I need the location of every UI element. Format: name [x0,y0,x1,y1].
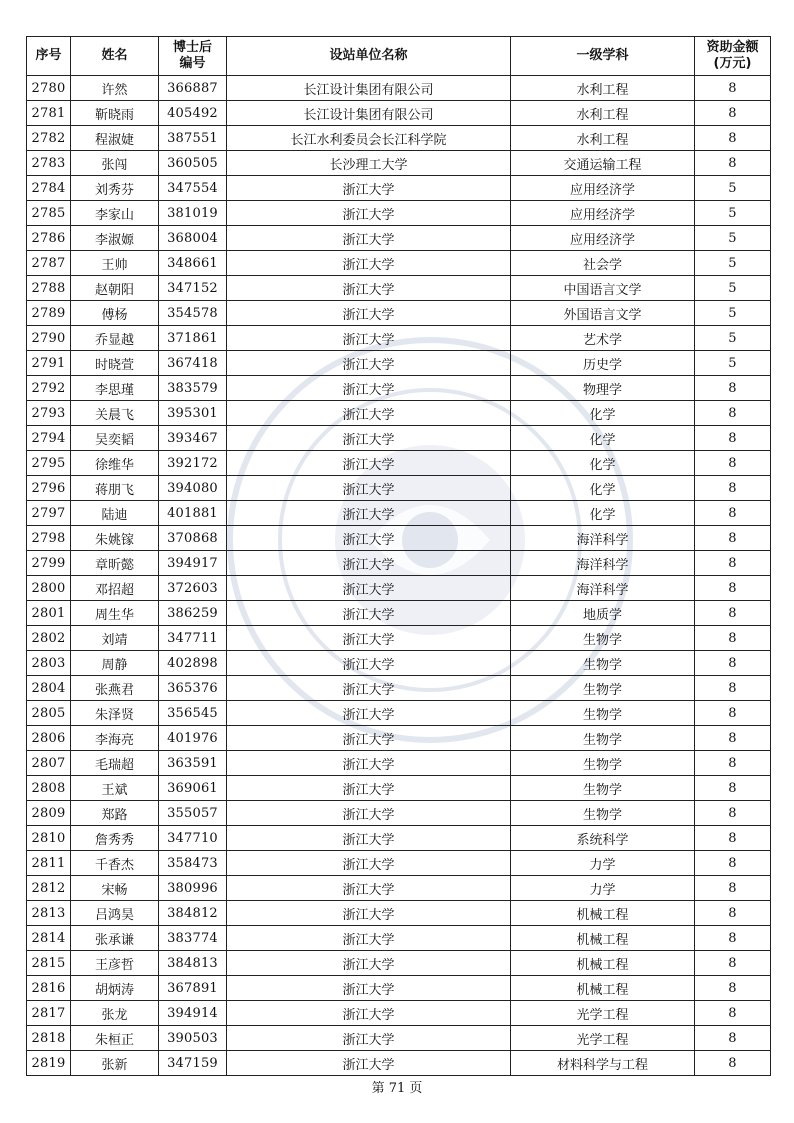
unit-cell: 浙江大学 [227,726,511,751]
table-row [27,226,771,251]
postdoc-no-cell: 365376 [159,676,227,701]
unit-cell: 浙江大学 [227,276,511,301]
postdoc-no-cell: 347159 [159,1051,227,1076]
table-row [27,1001,771,1026]
table-row [27,826,771,851]
name-cell: 周静 [71,651,159,676]
name-cell: 李海亮 [71,726,159,751]
discipline-cell: 生物学 [511,626,695,651]
table-row [27,476,771,501]
seq-cell: 2790 [27,326,71,351]
name-cell: 张闯 [71,151,159,176]
name-cell: 张新 [71,1051,159,1076]
name-cell: 郑路 [71,801,159,826]
discipline-cell: 光学工程 [511,1026,695,1051]
unit-cell: 长江设计集团有限公司 [227,76,511,101]
postdoc-no-cell: 394917 [159,551,227,576]
name-cell: 宋畅 [71,876,159,901]
amount-cell: 8 [695,926,771,951]
table-row [27,976,771,1001]
seq-cell: 2803 [27,651,71,676]
unit-cell: 浙江大学 [227,601,511,626]
seq-cell: 2800 [27,576,71,601]
discipline-cell: 机械工程 [511,901,695,926]
name-cell: 傅杨 [71,301,159,326]
amount-cell: 8 [695,101,771,126]
unit-cell: 浙江大学 [227,976,511,1001]
postdoc-no-cell: 368004 [159,226,227,251]
unit-cell: 浙江大学 [227,926,511,951]
unit-cell: 浙江大学 [227,701,511,726]
discipline-cell: 生物学 [511,801,695,826]
seq-cell: 2805 [27,701,71,726]
name-cell: 程淑婕 [71,126,159,151]
postdoc-no-cell: 347710 [159,826,227,851]
unit-cell: 浙江大学 [227,251,511,276]
discipline-cell: 化学 [511,476,695,501]
discipline-cell: 生物学 [511,751,695,776]
name-cell: 詹秀秀 [71,826,159,851]
amount-cell: 8 [695,76,771,101]
discipline-cell: 水利工程 [511,101,695,126]
discipline-cell: 机械工程 [511,976,695,1001]
amount-cell: 8 [695,576,771,601]
funding-roster-table [26,36,771,1076]
table-row [27,701,771,726]
amount-cell: 5 [695,226,771,251]
postdoc-no-cell: 383774 [159,926,227,951]
postdoc-no-cell: 355057 [159,801,227,826]
postdoc-no-cell: 395301 [159,401,227,426]
unit-cell: 浙江大学 [227,1026,511,1051]
name-cell: 朱泽贤 [71,701,159,726]
header-discipline: 一级学科 [511,37,695,76]
discipline-cell: 应用经济学 [511,201,695,226]
table-header-row [27,37,771,76]
amount-cell: 8 [695,401,771,426]
amount-cell: 5 [695,251,771,276]
table-row [27,676,771,701]
name-cell: 李淑嫄 [71,226,159,251]
unit-cell: 浙江大学 [227,776,511,801]
seq-cell: 2801 [27,601,71,626]
header-name: 姓名 [71,37,159,76]
postdoc-no-cell: 384812 [159,901,227,926]
name-cell: 周生华 [71,601,159,626]
seq-cell: 2799 [27,551,71,576]
amount-cell: 8 [695,1026,771,1051]
discipline-cell: 社会学 [511,251,695,276]
postdoc-no-cell: 381019 [159,201,227,226]
unit-cell: 长江水利委员会长江科学院 [227,126,511,151]
unit-cell: 浙江大学 [227,551,511,576]
amount-cell: 8 [695,126,771,151]
name-cell: 刘靖 [71,626,159,651]
name-cell: 吕鸿昊 [71,901,159,926]
unit-cell: 浙江大学 [227,226,511,251]
amount-cell: 8 [695,476,771,501]
discipline-cell: 力学 [511,851,695,876]
postdoc-no-cell: 367418 [159,351,227,376]
table-row [27,601,771,626]
amount-cell: 8 [695,751,771,776]
header-amount: 资助金额 (万元) [695,37,771,76]
amount-cell: 8 [695,651,771,676]
table-row [27,951,771,976]
table-row [27,301,771,326]
table-row [27,526,771,551]
postdoc-no-cell: 380996 [159,876,227,901]
seq-cell: 2815 [27,951,71,976]
table-row [27,626,771,651]
postdoc-no-cell: 354578 [159,301,227,326]
discipline-cell: 机械工程 [511,951,695,976]
table-row [27,426,771,451]
unit-cell: 浙江大学 [227,626,511,651]
amount-cell: 8 [695,601,771,626]
name-cell: 张龙 [71,1001,159,1026]
postdoc-no-cell: 360505 [159,151,227,176]
amount-cell: 8 [695,151,771,176]
seq-cell: 2804 [27,676,71,701]
seq-cell: 2798 [27,526,71,551]
amount-cell: 5 [695,176,771,201]
unit-cell: 浙江大学 [227,651,511,676]
discipline-cell: 应用经济学 [511,176,695,201]
table-row [27,901,771,926]
name-cell: 王帅 [71,251,159,276]
postdoc-no-cell: 358473 [159,851,227,876]
name-cell: 关晨飞 [71,401,159,426]
seq-cell: 2816 [27,976,71,1001]
unit-cell: 浙江大学 [227,876,511,901]
table-row [27,1026,771,1051]
table-row [27,926,771,951]
unit-cell: 浙江大学 [227,851,511,876]
name-cell: 胡炳涛 [71,976,159,1001]
name-cell: 王彦哲 [71,951,159,976]
seq-cell: 2813 [27,901,71,926]
unit-cell: 浙江大学 [227,1051,511,1076]
table-row [27,76,771,101]
amount-cell: 8 [695,451,771,476]
seq-cell: 2791 [27,351,71,376]
table-row [27,751,771,776]
postdoc-no-cell: 387551 [159,126,227,151]
name-cell: 吴奕韬 [71,426,159,451]
table-row [27,451,771,476]
seq-cell: 2812 [27,876,71,901]
postdoc-no-cell: 366887 [159,76,227,101]
unit-cell: 浙江大学 [227,501,511,526]
amount-cell: 8 [695,426,771,451]
discipline-cell: 化学 [511,501,695,526]
unit-cell: 浙江大学 [227,476,511,501]
unit-cell: 浙江大学 [227,451,511,476]
name-cell: 张承谦 [71,926,159,951]
table-row [27,251,771,276]
postdoc-no-cell: 394080 [159,476,227,501]
seq-cell: 2817 [27,1001,71,1026]
seq-cell: 2819 [27,1051,71,1076]
postdoc-no-cell: 390503 [159,1026,227,1051]
name-cell: 毛瑞超 [71,751,159,776]
discipline-cell: 生物学 [511,726,695,751]
unit-cell: 浙江大学 [227,801,511,826]
discipline-cell: 外国语言文学 [511,301,695,326]
header-seq: 序号 [27,37,71,76]
amount-cell: 8 [695,1051,771,1076]
name-cell: 赵朝阳 [71,276,159,301]
unit-cell: 浙江大学 [227,826,511,851]
table-row [27,801,771,826]
amount-cell: 8 [695,551,771,576]
discipline-cell: 化学 [511,426,695,451]
discipline-cell: 海洋科学 [511,576,695,601]
seq-cell: 2792 [27,376,71,401]
table-row [27,101,771,126]
discipline-cell: 海洋科学 [511,526,695,551]
amount-cell: 8 [695,501,771,526]
seq-cell: 2814 [27,926,71,951]
name-cell: 邓招超 [71,576,159,601]
seq-cell: 2784 [27,176,71,201]
seq-cell: 2802 [27,626,71,651]
name-cell: 王斌 [71,776,159,801]
discipline-cell: 机械工程 [511,926,695,951]
table-row [27,776,771,801]
name-cell: 乔显越 [71,326,159,351]
discipline-cell: 水利工程 [511,126,695,151]
seq-cell: 2795 [27,451,71,476]
discipline-cell: 海洋科学 [511,551,695,576]
name-cell: 张燕君 [71,676,159,701]
postdoc-no-cell: 347711 [159,626,227,651]
seq-cell: 2806 [27,726,71,751]
table-row [27,876,771,901]
postdoc-no-cell: 405492 [159,101,227,126]
seq-cell: 2809 [27,801,71,826]
postdoc-no-cell: 401881 [159,501,227,526]
header-postdoc-no: 博士后 编号 [159,37,227,76]
unit-cell: 浙江大学 [227,676,511,701]
name-cell: 李思瑾 [71,376,159,401]
seq-cell: 2789 [27,301,71,326]
discipline-cell: 系统科学 [511,826,695,851]
table-row [27,1051,771,1076]
discipline-cell: 中国语言文学 [511,276,695,301]
postdoc-no-cell: 401976 [159,726,227,751]
name-cell: 朱桓正 [71,1026,159,1051]
seq-cell: 2786 [27,226,71,251]
amount-cell: 8 [695,726,771,751]
seq-cell: 2782 [27,126,71,151]
table-row [27,351,771,376]
name-cell: 蒋朋飞 [71,476,159,501]
discipline-cell: 历史学 [511,351,695,376]
postdoc-no-cell: 363591 [159,751,227,776]
seq-cell: 2781 [27,101,71,126]
amount-cell: 8 [695,701,771,726]
seq-cell: 2810 [27,826,71,851]
name-cell: 许然 [71,76,159,101]
discipline-cell: 光学工程 [511,1001,695,1026]
postdoc-no-cell: 372603 [159,576,227,601]
postdoc-no-cell: 402898 [159,651,227,676]
unit-cell: 浙江大学 [227,301,511,326]
seq-cell: 2797 [27,501,71,526]
unit-cell: 浙江大学 [227,201,511,226]
unit-cell: 浙江大学 [227,426,511,451]
amount-cell: 8 [695,951,771,976]
postdoc-no-cell: 392172 [159,451,227,476]
seq-cell: 2796 [27,476,71,501]
amount-cell: 8 [695,676,771,701]
seq-cell: 2807 [27,751,71,776]
unit-cell: 浙江大学 [227,376,511,401]
table-row [27,501,771,526]
page-footer: 第 71 页 [371,1081,423,1096]
amount-cell: 5 [695,301,771,326]
unit-cell: 浙江大学 [227,176,511,201]
amount-cell: 8 [695,526,771,551]
name-cell: 李家山 [71,201,159,226]
table-body [27,76,771,1076]
header-unit: 设站单位名称 [227,37,511,76]
name-cell: 刘秀芬 [71,176,159,201]
seq-cell: 2808 [27,776,71,801]
table-row [27,401,771,426]
amount-cell: 8 [695,1001,771,1026]
amount-cell: 5 [695,326,771,351]
amount-cell: 8 [695,776,771,801]
discipline-cell: 生物学 [511,701,695,726]
discipline-cell: 生物学 [511,676,695,701]
amount-cell: 8 [695,626,771,651]
amount-cell: 5 [695,276,771,301]
amount-cell: 8 [695,851,771,876]
seq-cell: 2811 [27,851,71,876]
unit-cell: 浙江大学 [227,401,511,426]
postdoc-no-cell: 394914 [159,1001,227,1026]
postdoc-no-cell: 356545 [159,701,227,726]
table-row [27,176,771,201]
seq-cell: 2794 [27,426,71,451]
seq-cell: 2793 [27,401,71,426]
postdoc-no-cell: 386259 [159,601,227,626]
discipline-cell: 水利工程 [511,76,695,101]
table-row [27,201,771,226]
discipline-cell: 艺术学 [511,326,695,351]
seq-cell: 2780 [27,76,71,101]
postdoc-no-cell: 369061 [159,776,227,801]
name-cell: 章昕懿 [71,551,159,576]
discipline-cell: 地质学 [511,601,695,626]
table-row [27,326,771,351]
amount-cell: 5 [695,201,771,226]
unit-cell: 浙江大学 [227,351,511,376]
discipline-cell: 化学 [511,401,695,426]
amount-cell: 5 [695,351,771,376]
unit-cell: 浙江大学 [227,901,511,926]
name-cell: 徐维华 [71,451,159,476]
table-row [27,651,771,676]
seq-cell: 2783 [27,151,71,176]
postdoc-no-cell: 347152 [159,276,227,301]
postdoc-no-cell: 348661 [159,251,227,276]
discipline-cell: 应用经济学 [511,226,695,251]
amount-cell: 8 [695,826,771,851]
table-row [27,851,771,876]
postdoc-no-cell: 383579 [159,376,227,401]
amount-cell: 8 [695,876,771,901]
discipline-cell: 物理学 [511,376,695,401]
table-row [27,126,771,151]
seq-cell: 2788 [27,276,71,301]
unit-cell: 浙江大学 [227,576,511,601]
discipline-cell: 化学 [511,451,695,476]
unit-cell: 浙江大学 [227,526,511,551]
table-row [27,376,771,401]
table-row [27,576,771,601]
postdoc-no-cell: 347554 [159,176,227,201]
discipline-cell: 力学 [511,876,695,901]
discipline-cell: 生物学 [511,651,695,676]
unit-cell: 浙江大学 [227,951,511,976]
amount-cell: 8 [695,801,771,826]
postdoc-no-cell: 384813 [159,951,227,976]
seq-cell: 2818 [27,1026,71,1051]
name-cell: 时晓萱 [71,351,159,376]
discipline-cell: 交通运输工程 [511,151,695,176]
name-cell: 朱姚镓 [71,526,159,551]
discipline-cell: 材料科学与工程 [511,1051,695,1076]
postdoc-no-cell: 393467 [159,426,227,451]
name-cell: 千香杰 [71,851,159,876]
postdoc-no-cell: 367891 [159,976,227,1001]
unit-cell: 浙江大学 [227,326,511,351]
seq-cell: 2787 [27,251,71,276]
amount-cell: 8 [695,976,771,1001]
table-row [27,151,771,176]
unit-cell: 长沙理工大学 [227,151,511,176]
discipline-cell: 生物学 [511,776,695,801]
unit-cell: 浙江大学 [227,751,511,776]
unit-cell: 长江设计集团有限公司 [227,101,511,126]
table-row [27,276,771,301]
table-row [27,726,771,751]
table-row [27,551,771,576]
postdoc-no-cell: 371861 [159,326,227,351]
name-cell: 陆迪 [71,501,159,526]
amount-cell: 8 [695,901,771,926]
amount-cell: 8 [695,376,771,401]
unit-cell: 浙江大学 [227,1001,511,1026]
name-cell: 靳晓雨 [71,101,159,126]
postdoc-no-cell: 370868 [159,526,227,551]
seq-cell: 2785 [27,201,71,226]
